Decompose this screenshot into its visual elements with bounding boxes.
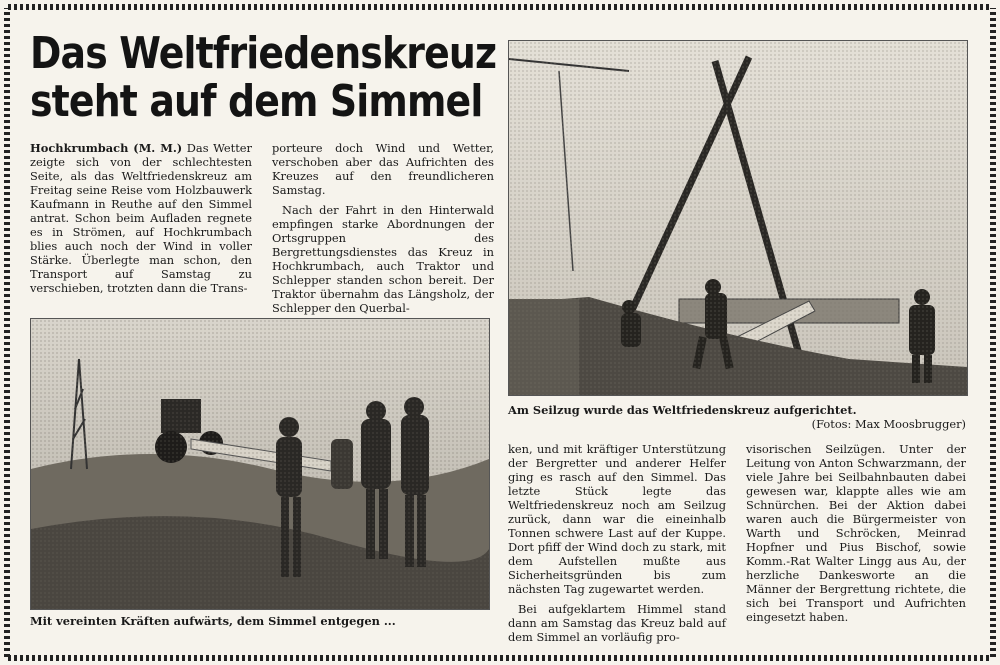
dateline: Hochkrumbach (M. M.)	[30, 141, 183, 155]
column-3-paragraph-1: ken, und mit kräftiger Unterstützung der Bergretter und anderer Helfer ging es rasch auf den Simmel. Das letzte Stück legte das Weltfriedenskreuz noch am Seilzug zurück, dann war die eineinhalb Tonnen schwere Last auf der Kuppe. Dort pfiff der Wind doch zu stark, mit dem Aufstellen mußte aus Sicherheitsgründen bis zum nächsten Tag zugewartet werden.	[508, 442, 726, 596]
article-column-1	[30, 141, 252, 295]
headline-line-2: steht auf dem Simmel	[30, 76, 483, 127]
dotted-border-right	[990, 8, 996, 657]
article-column-4	[746, 442, 966, 624]
left-photo-caption: Mit vereinten Kräften aufwärts, dem Simmel entgegen ...	[30, 614, 396, 628]
article-column-3	[508, 442, 726, 644]
photo-cross-raising-image	[509, 41, 967, 395]
headline-line-1: Das Weltfriedenskreuz	[30, 28, 497, 79]
photo-cross-raising	[508, 40, 968, 396]
right-photo-caption: Am Seilzug wurde das Weltfriedenskreuz aufgerichtet.	[508, 403, 857, 417]
column-4-text: visorischen Seilzügen. Unter der Leitung von Anton Schwarzmann, der viele Jahre bei Seilbahnbauten dabei gewesen war, klappte alles wie am Schnürchen. Bei der Aktion dabei waren auch die Bürgermeister von Warth und Schröcken, Meinrad Hopfner und Pius Bischof, sowie Komm.-Rat Walter Lingg aus Au, der herzliche Dankesworte an die Männer der Bergrettung richtete, die sich bei Transport und Aufrichten eingesetzt haben.	[746, 442, 966, 624]
column-2-paragraph-1: porteure doch Wind und Wetter, verschoben aber das Aufrichten des Kreuzes auf den freundlicheren Samstag.	[272, 141, 494, 197]
dotted-border-left	[4, 8, 10, 657]
photo-credit: (Fotos: Max Moosbrugger)	[811, 417, 966, 431]
article-column-2	[272, 141, 494, 315]
photo-tractor-transport-image	[31, 319, 489, 609]
dotted-border-top	[8, 4, 992, 10]
column-2-paragraph-2: Nach der Fahrt in den Hinterwald empfingen starke Abordnungen der Ortsgruppen des Bergrettungsdienstes das Kreuz in Hochkrumbach, auch Traktor und Schlepper standen schon bereit. Der Traktor übernahm das Längsholz, der Schlepper den Querbal-	[272, 203, 494, 315]
column-3-paragraph-2: Bei aufgeklartem Himmel stand dann am Samstag das Kreuz bald auf dem Simmel an vorläufig pro-	[508, 602, 726, 644]
photo-tractor-transport	[30, 318, 490, 610]
column-1-text: Das Wetter zeigte sich von der schlechtesten Seite, als das Weltfriedenskreuz am Freitag seine Reise vom Holzbauwerk Kaufmann in Reuthe auf den Simmel antrat. Schon beim Aufladen regnete es in Strömen, auf Hochkrumbach blies auch noch der Wind in voller Stärke. Überlegte man schon, den Transport auf Samstag zu verschieben, trotzten dann die Trans-	[30, 141, 252, 295]
dotted-border-bottom	[8, 655, 992, 661]
headline	[30, 28, 497, 127]
